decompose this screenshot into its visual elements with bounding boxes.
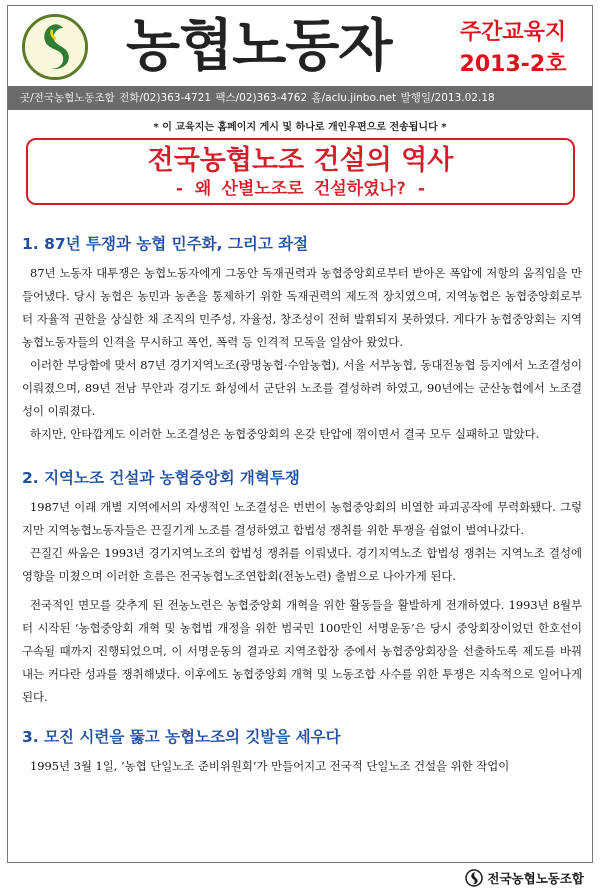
paragraph: 이러한 부당함에 맞서 87년 경기지역노조(광명농협·수암농협), 서울 서부농협, 동대전농협 등지에서 노조결성이 이뤄졌으며, 89년 전남 무안과 경기도 화성에서 군단위 노조를 결성하려 하였고, 90년에는 군산농협에서 노조결성이 이뤄졌다.	[22, 358, 582, 418]
paragraph: 하지만, 안타깝게도 이러한 노조결성은 농협중앙회의 온갖 탄압에 꺾이면서 결국 모두 실패하고 말았다.	[30, 427, 540, 441]
headline-subtitle: - 왜 산별노조로 건설하였나? -	[174, 179, 427, 199]
nonghyup-logo-icon	[22, 14, 88, 80]
paragraph: 전국적인 면모를 갖추게 된 전농노련은 농협중앙회 개혁을 위한 활동들을 활발하게 전개하였다. 1993년 8월부터 시작된 ‘농협중앙회 개혁 및 농협법 개정을 위한 범국민 100만인 서명운동’은 당시 중앙회장이었던 한호선이 구속될 때까지 진행되었으며, 이 서명운동의 결과로 지역조합장 중에서 농협중앙회장을 선출하도록 제도를 바꿔내는 커다란 성과를 쟁취해냈다. 이후에도 농협중앙회 개혁 및 노동조합 사수를 위한 투쟁은 지속적으로 일어나게 된다.	[22, 598, 582, 704]
section-heading: 2. 지역노조 건설과 농협중앙회 개혁투쟁	[22, 469, 300, 487]
paragraph: 87년 노동자 대투쟁은 농협노동자에게 그동안 독재권력과 농협중앙회로부터 받아온 폭압에 저항의 움직임을 만들어냈다. 당시 농협은 농민과 농촌을 통제하기 위한 독재권력의 제도적 장치였으며, 지역농협은 농협중앙회로부터 자율적 권한을 상실한 채 조직의 민주성, 자율성, 창조성이 전혀 발휘되지 못하였다. 게다가 농협중앙회는 지역농협노동자들의 인격을 무시하고 폭언, 폭력 등 인격적 모독을 일삼아 왔었다.	[22, 266, 582, 349]
distribution-notice: * 이 교육지는 홈페이지 게시 및 하나로 개인우편으로 전송됩니다 *	[153, 122, 447, 133]
edition-type: 주간교육지	[459, 20, 567, 45]
edition-info	[448, 18, 578, 80]
union-logo-icon	[465, 869, 483, 887]
paragraph: 끈질긴 싸움은 1993년 경기지역노조의 합법성 쟁취를 이뤄냈다. 경기지역노조 합법성 쟁취는 지역노조 결성에 영향을 미쳤으며 이러한 흐름은 전국농협노조연합회(전농노련) 출범으로 나아가게 된다.	[22, 546, 582, 583]
section-heading: 1. 87년 투쟁과 농협 민주화, 그리고 좌절	[22, 235, 309, 253]
paragraph: 1987년 이래 개별 지역에서의 자생적인 노조결성은 번번이 농협중앙회의 비열한 파괴공작에 무력화됐다. 그렇지만 지역농협노동자들은 끈질기게 노조를 결성하였고 합법성 쟁취를 위한 투쟁을 쉼없이 벌여나갔다.	[22, 500, 582, 537]
masthead	[8, 6, 592, 86]
footer-org-name: 전국농협노동조합	[487, 871, 584, 886]
headline-title: 전국농협노조 건설의 역사	[147, 145, 454, 176]
paragraph: 1995년 3월 1일, ‘농협 단일노조 준비위원회’가 만들어지고 전국적 단일노조 건설을 위한 작업이	[30, 759, 510, 773]
footer-org	[465, 866, 584, 890]
contact-bar: 곳/전국농협노동조합 전화/02)363-4721 팩스/02)363-4762 홈/aclu.jinbo.net 발행일/2013.02.18	[8, 86, 592, 110]
masthead-title: 농협노동자	[126, 14, 392, 79]
edition-number: 2013-2호	[459, 52, 567, 77]
section-heading: 3. 모진 시련을 뚫고 농협노조의 깃발을 세우다	[22, 728, 341, 746]
article-body	[22, 232, 582, 778]
headline-box	[26, 138, 575, 205]
